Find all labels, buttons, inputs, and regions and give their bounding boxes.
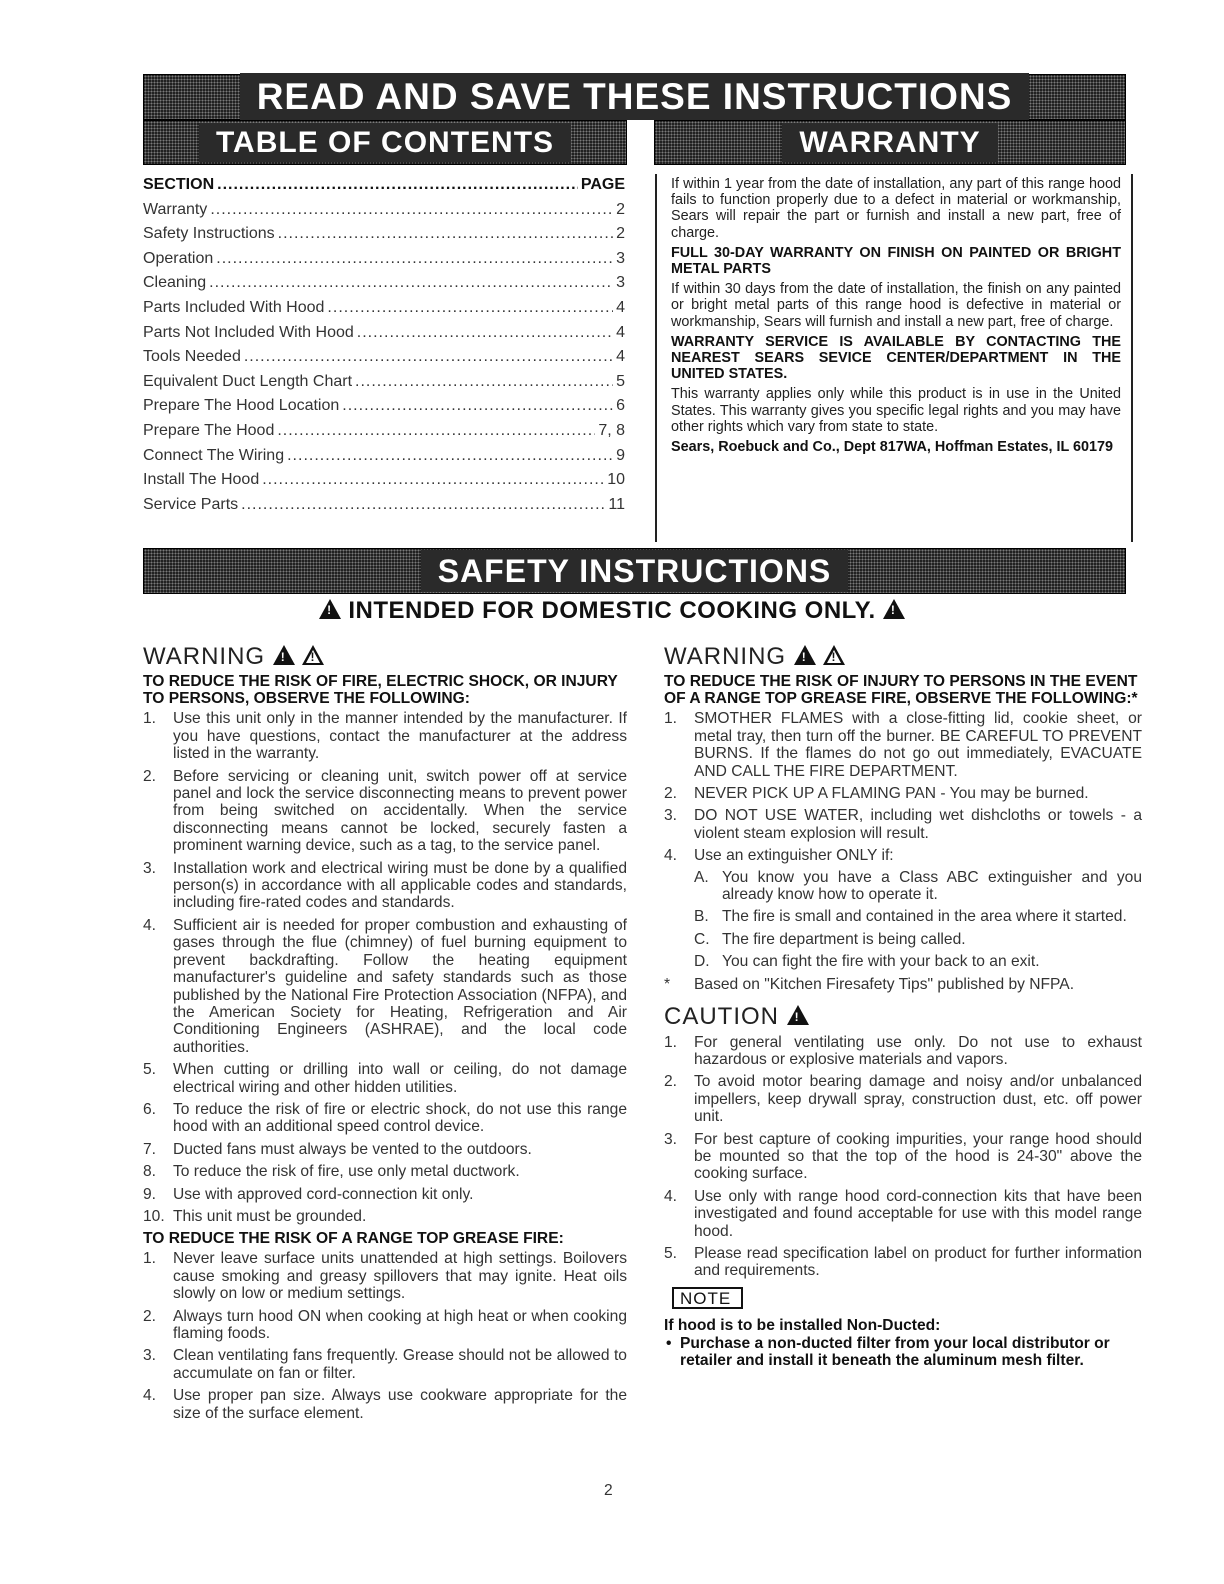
list-item	[143, 860, 627, 912]
toc-row	[143, 274, 625, 299]
list-item	[664, 807, 1142, 842]
list-item	[664, 785, 1142, 802]
toc-row	[143, 422, 625, 447]
warning-triangle-outline-icon	[823, 645, 845, 665]
list-item	[143, 1101, 627, 1136]
toc-label: Cleaning	[143, 274, 207, 292]
item-number: 8.	[143, 1163, 157, 1181]
item-number: 4.	[143, 1387, 157, 1405]
item-text: Use an extinguisher ONLY if:	[694, 847, 894, 865]
item-text: You know you have a Class ABC extinguisher and you already know how to operate it.	[722, 868, 1142, 904]
item-number: C.	[694, 930, 710, 948]
item-text: DO NOT USE WATER, including wet dishcloths or towels - a violent steam explosion will result.	[694, 807, 1142, 842]
item-number: 1.	[143, 710, 157, 728]
footnote: * Based on "Kitchen Firesafety Tips" published by NFPA.	[664, 975, 1075, 993]
left-list-1	[143, 710, 627, 1225]
toc-row	[143, 201, 625, 226]
toc-row	[143, 299, 625, 324]
caution-heading: CAUTION !	[664, 1005, 1142, 1025]
item-text: For general ventilating use only. Do not use to exhaust hazardous or explosive materials and vapors.	[694, 1033, 1142, 1068]
list-item	[143, 1061, 627, 1096]
toc-leader	[287, 447, 613, 465]
item-text: When cutting or drilling into wall or ceiling, do not damage electrical wiring and other hidden utilities.	[173, 1061, 627, 1096]
toc-leader	[278, 225, 613, 243]
item-number: 2.	[143, 767, 157, 785]
item-number: 1.	[664, 710, 678, 728]
item-text: For best capture of cooking impurities, your range hood should be mounted so that the top of the hood is 24-30" above the cooking surface.	[694, 1130, 1142, 1183]
table-of-contents	[143, 176, 625, 520]
item-number: 2.	[664, 1073, 678, 1091]
item-text: Ducted fans must always be vented to the outdoors.	[173, 1140, 532, 1158]
toc-row	[143, 471, 625, 496]
warning-triangle-icon	[883, 599, 905, 619]
toc-page: 2	[616, 225, 625, 243]
warranty-text	[655, 174, 1133, 542]
toc-row	[143, 397, 625, 422]
item-text: To reduce the risk of fire, use only metal ductwork.	[173, 1163, 520, 1181]
list-item	[143, 768, 627, 855]
warranty-paragraph-3: This warranty applies only while this product is in use in the United States. This warranty gives you specific legal rights and you may have other rights which vary from state to state.	[671, 386, 1121, 435]
warranty-paragraph-1: If within 1 year from the date of installation, any part of this range hood fails to function properly due to a defect in material or workmanship, Sears will repair the part or furnish and install a new part, free of charge.	[671, 176, 1121, 241]
item-number: 5.	[664, 1244, 678, 1262]
toc-label: Install The Hood	[143, 471, 260, 489]
toc-page: 5	[616, 372, 625, 390]
warranty-address: Sears, Roebuck and Co., Dept 817WA, Hoffman Estates, IL 60179	[671, 439, 1113, 456]
item-number: A.	[694, 868, 709, 886]
item-text: Please read specification label on product for further information and requirements.	[694, 1244, 1142, 1280]
toc-page: 11	[608, 495, 625, 513]
item-number: 4.	[664, 847, 678, 865]
warning-heading: WARNING ! !	[664, 645, 1142, 665]
toc-row	[143, 225, 625, 250]
toc-label: Warranty	[143, 200, 208, 218]
sub-list	[694, 869, 1142, 971]
item-text: Use proper pan size. Always use cookware appropriate for the size of the surface element.	[173, 1387, 627, 1422]
list-item	[143, 1163, 627, 1180]
item-text: Use with approved cord-connection kit only.	[173, 1185, 474, 1203]
toc-row	[143, 250, 625, 275]
item-text: NEVER PICK UP A FLAMING PAN - You may be burned.	[694, 785, 1089, 803]
warning-triangle-outline-icon	[302, 645, 324, 665]
toc-page: 9	[616, 446, 625, 464]
item-number: 3.	[664, 807, 678, 825]
list-item	[664, 1245, 1142, 1280]
toc-label: Prepare The Hood Location	[143, 397, 340, 415]
sub-list-item	[694, 953, 1142, 970]
item-text: The fire department is being called.	[722, 930, 966, 948]
list-item	[143, 1186, 627, 1203]
safety-banner: SAFETY INSTRUCTIONS	[143, 548, 1126, 594]
item-text: Always turn hood ON when cooking at high heat or when cooking flaming foods.	[173, 1307, 627, 1342]
list-item	[143, 1387, 627, 1422]
item-number: 4.	[664, 1187, 678, 1205]
list-item	[143, 710, 627, 762]
toc-banner: TABLE OF CONTENTS	[143, 120, 627, 165]
toc-row	[143, 447, 625, 472]
list-item	[664, 710, 1142, 780]
item-number: 7.	[143, 1140, 157, 1158]
toc-row	[143, 348, 625, 373]
item-number: 3.	[143, 1347, 157, 1365]
item-text: The fire is small and contained in the area where it started.	[722, 908, 1127, 926]
toc-row	[143, 373, 625, 398]
item-text: SMOTHER FLAMES with a close-fitting lid, cookie sheet, or metal tray, then turn off the burner. BE CAREFUL TO PREVENT BURNS. If the flames do not go out immediately, EVACUATE AND CALL THE FIRE DEPARTMENT.	[694, 710, 1142, 780]
item-text: To reduce the risk of fire or electric shock, do not use this range hood with an additional speed control device.	[173, 1100, 627, 1136]
warning-triangle-icon	[787, 1005, 809, 1025]
toc-page: 4	[616, 298, 625, 316]
item-text: Never leave surface units unattended at high settings. Boilovers cause smoking and greasy spillovers that may ignite. Heat oils slowly on low or medium settings.	[173, 1250, 627, 1303]
note-label: NOTE	[672, 1287, 743, 1309]
item-text: Before servicing or cleaning unit, switch power off at service panel and lock the service disconnecting means to prevent power from being switched on accidentally. When the service disconnecting means cannot be locked, securely fasten a prominent warning device, such as a tag, to the service panel.	[173, 767, 627, 855]
warning-heading: WARNING ! !	[143, 645, 627, 665]
toc-row	[143, 324, 625, 349]
item-text: Use this unit only in the manner intended by the manufacturer. If you have questions, contact the manufacturer at the address listed in the warranty.	[173, 710, 627, 763]
item-number: 9.	[143, 1185, 157, 1203]
item-number: B.	[694, 908, 709, 926]
toc-leader	[262, 471, 604, 489]
toc-page: 10	[607, 471, 625, 489]
right-list	[664, 710, 1142, 970]
note-bullet: • Purchase a non-ducted filter from your local distributor or retailer and install it beneath the aluminum mesh filter.	[664, 1335, 1142, 1370]
list-item	[664, 1073, 1142, 1125]
toc-label: Connect The Wiring	[143, 446, 285, 464]
toc-page: 7, 8	[598, 421, 625, 439]
item-text: To avoid motor bearing damage and noisy and/or unbalanced impellers, keep drywall spray, construction dust, etc. off power unit.	[694, 1073, 1142, 1126]
item-text: Use only with range hood cord-connection kits that have been investigated and found acceptable for use with this model range hood.	[694, 1187, 1142, 1240]
right-safety-column	[664, 645, 1142, 1369]
list-item	[143, 1250, 627, 1302]
toc-leader	[342, 397, 613, 415]
toc-leader	[327, 299, 613, 317]
item-number: 4.	[143, 916, 157, 934]
toc-leader	[216, 250, 613, 268]
toc-label: Safety Instructions	[143, 225, 275, 243]
warranty-heading-service: WARRANTY SERVICE IS AVAILABLE BY CONTACTING THE NEAREST SEARS SEVICE CENTER/DEPARTMENT IN THE UNITED STATES.	[671, 333, 1121, 383]
note-heading: If hood is to be installed Non-Ducted:	[664, 1317, 941, 1335]
toc-label: Operation	[143, 249, 214, 267]
warning-triangle-icon	[319, 599, 341, 619]
list-item	[143, 1208, 627, 1225]
item-text: This unit must be grounded.	[173, 1207, 367, 1225]
list-item	[664, 1131, 1142, 1183]
toc-leader	[210, 201, 613, 219]
left-subhead-1: TO REDUCE THE RISK OF FIRE, ELECTRIC SHOCK, OR INJURY TO PERSONS, OBSERVE THE FOLLOWING:	[143, 673, 618, 708]
item-number: 2.	[143, 1307, 157, 1325]
toc-page: 6	[616, 397, 625, 415]
toc-page: 3	[616, 249, 625, 267]
warranty-banner: WARRANTY	[654, 120, 1126, 165]
list-item	[664, 1188, 1142, 1240]
toc-label: Parts Not Included With Hood	[143, 323, 354, 341]
sub-list-item	[694, 931, 1142, 948]
sub-list-item	[694, 869, 1142, 904]
toc-label: Parts Included With Hood	[143, 298, 325, 316]
sub-list-item	[694, 908, 1142, 925]
item-number: 6.	[143, 1100, 157, 1118]
toc-page: 4	[616, 348, 625, 366]
toc-row	[143, 496, 625, 521]
warning-triangle-icon	[794, 645, 816, 665]
toc-header: SECTION ..... PAGE	[143, 176, 625, 201]
toc-page: 3	[616, 274, 625, 292]
item-number: 10.	[143, 1207, 165, 1225]
left-subhead-2: TO REDUCE THE RISK OF A RANGE TOP GREASE FIRE:	[143, 1230, 564, 1248]
toc-leader	[355, 373, 613, 391]
list-item	[664, 1034, 1142, 1069]
list-item	[143, 1347, 627, 1382]
item-number: 5.	[143, 1061, 157, 1079]
toc-leader	[209, 274, 613, 292]
toc-label: Prepare The Hood	[143, 421, 275, 439]
toc-label: Service Parts	[143, 495, 239, 513]
toc-leader	[244, 348, 613, 366]
main-banner: READ AND SAVE THESE INSTRUCTIONS	[143, 74, 1126, 120]
item-number: 3.	[664, 1130, 678, 1148]
warranty-heading-finish: FULL 30-DAY WARRANTY ON FINISH ON PAINTED OR BRIGHT METAL PARTS	[671, 244, 1121, 278]
toc-page: 4	[616, 323, 625, 341]
item-text: Clean ventilating fans frequently. Grease should not be allowed to accumulate on fan or filter.	[173, 1347, 627, 1382]
page-number: 2	[604, 1482, 613, 1499]
list-item	[143, 917, 627, 1056]
toc-label: Equivalent Duct Length Chart	[143, 372, 353, 390]
toc-label: Tools Needed	[143, 348, 241, 366]
warranty-paragraph-2: If within 30 days from the date of installation, the finish on any painted or bright metal parts of this range hood is defective in material or workmanship, Sears will furnish and install a new part, free of charge.	[671, 281, 1121, 330]
item-number: 1.	[664, 1033, 678, 1051]
toc-leader	[241, 496, 605, 514]
left-safety-column	[143, 645, 627, 1427]
item-number: 2.	[664, 785, 678, 803]
toc-leader	[357, 324, 613, 342]
item-number: 3.	[143, 859, 157, 877]
warning-triangle-icon	[273, 645, 295, 665]
item-text: You can fight the fire with your back to an exit.	[722, 953, 1040, 971]
list-item	[664, 847, 1142, 970]
item-text: Installation work and electrical wiring must be done by a qualified person(s) in accordance with all applicable codes and standards, including fire-rated codes and standards.	[173, 859, 627, 912]
caution-list	[664, 1034, 1142, 1280]
list-item	[143, 1308, 627, 1343]
right-subhead: TO REDUCE THE RISK OF INJURY TO PERSONS IN THE EVENT OF A RANGE TOP GREASE FIRE, OBSERVE THE FOLLOWING:*	[664, 673, 1138, 708]
item-number: D.	[694, 953, 710, 971]
item-text: Sufficient air is needed for proper combustion and exhausting of gases through the flue (chimney) of fuel burning equipment to prevent backdrafting. Follow the heating equipment manufacturer's guideline and safety standards such as those published by the National Fire Protection Association (NFPA), and the American Society for Heating, Refrigeration and Air Conditioning Engineers (ASHRAE), and the local code authorities.	[173, 916, 627, 1056]
list-item	[143, 1141, 627, 1158]
left-list-2	[143, 1250, 627, 1422]
item-number: 1.	[143, 1250, 157, 1268]
toc-leader	[277, 422, 595, 440]
domestic-notice: ! INTENDED FOR DOMESTIC COOKING ONLY. !	[0, 597, 1224, 625]
toc-page: 2	[616, 200, 625, 218]
